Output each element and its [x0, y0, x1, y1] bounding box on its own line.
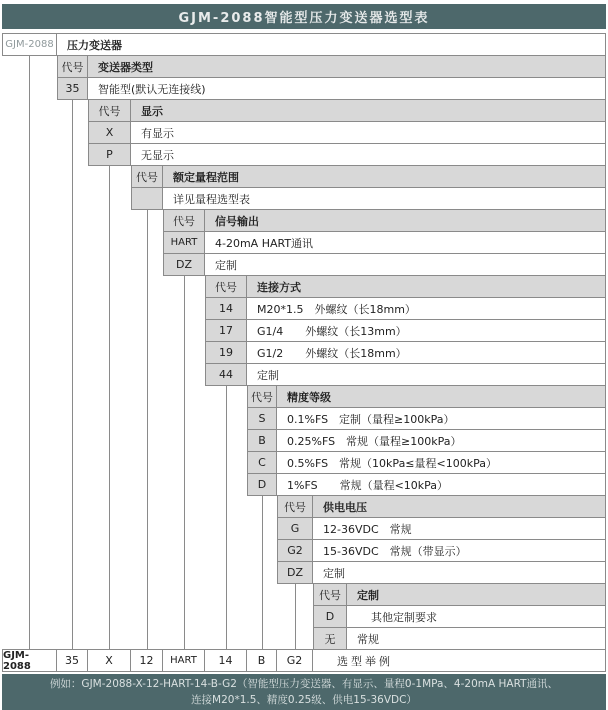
level2-header-row: [88, 99, 606, 122]
option-code-cell: X: [88, 121, 131, 144]
option-row: [313, 627, 606, 650]
option-row: [277, 517, 606, 540]
option-code-cell: DZ: [163, 253, 205, 276]
model-row: [2, 33, 606, 56]
header-desc-cell: 连接方式: [246, 275, 606, 298]
option-desc-cell: 15-36VDC 常规（带显示）: [312, 539, 606, 562]
option-row: [57, 77, 606, 100]
option-code-cell: 19: [205, 341, 247, 364]
option-code-cell: HART: [163, 231, 205, 254]
code-label-cell: 代号: [313, 583, 347, 606]
option-desc-cell: 0.5%FS 常规（10kPa≤量程<100kPa）: [276, 451, 606, 474]
option-desc-cell: 定制: [246, 363, 606, 386]
option-row: [247, 407, 606, 430]
footer-line-1: 例如：GJM-2088-X-12-HART-14-B-G2（智能型压力变送器、有显示、量程0-1MPa、4-20mA HART通讯、: [49, 678, 559, 690]
connector-line: [295, 583, 296, 650]
option-row: [88, 121, 606, 144]
option-row: [205, 363, 606, 386]
option-row: [247, 473, 606, 496]
option-code-cell: G2: [277, 539, 313, 562]
summary-code-cell: HART: [162, 649, 205, 672]
level5-header-row: [205, 275, 606, 298]
model-code-cell: GJM-2088: [2, 33, 57, 56]
option-desc-cell: 12-36VDC 常规: [312, 517, 606, 540]
option-code-cell: [131, 187, 163, 210]
footer-note: [2, 674, 606, 710]
header-desc-cell: 精度等级: [276, 385, 606, 408]
option-desc-cell: G1/4 外螺纹（长13mm）: [246, 319, 606, 342]
option-desc-cell: M20*1.5 外螺纹（长18mm）: [246, 297, 606, 320]
level4-header-row: [163, 209, 606, 232]
code-label-cell: 代号: [88, 99, 131, 122]
level1-header-row: [57, 55, 606, 78]
option-row: [163, 231, 606, 254]
summary-code-cell: G2: [276, 649, 313, 672]
option-row: [205, 297, 606, 320]
summary-label-cell: 选型举例: [312, 649, 606, 672]
level8-header-row: [313, 583, 606, 606]
option-row: [247, 451, 606, 474]
option-code-cell: S: [247, 407, 277, 430]
option-code-cell: 17: [205, 319, 247, 342]
option-code-cell: B: [247, 429, 277, 452]
connector-line: [109, 165, 110, 650]
option-row: [131, 187, 606, 210]
connector-line: [147, 209, 148, 650]
option-row: [205, 319, 606, 342]
summary-model-cell: GJM-2088: [2, 649, 57, 672]
option-desc-cell: 有显示: [130, 121, 606, 144]
option-code-cell: D: [247, 473, 277, 496]
option-code-cell: 14: [205, 297, 247, 320]
option-code-cell: 35: [57, 77, 88, 100]
page-title: GJM-2088智能型压力变送器选型表: [2, 4, 606, 29]
header-desc-cell: 定制: [346, 583, 606, 606]
option-row: [277, 561, 606, 584]
option-desc-cell: G1/2 外螺纹（长18mm）: [246, 341, 606, 364]
option-row: [163, 253, 606, 276]
option-code-cell: 44: [205, 363, 247, 386]
connector-line: [29, 55, 30, 650]
footer-line-2: 连接M20*1.5、精度0.25级、供电15-36VDC）: [191, 694, 417, 706]
option-desc-cell: 定制: [204, 253, 606, 276]
header-desc-cell: 额定量程范围: [162, 165, 606, 188]
option-code-cell: 无: [313, 627, 347, 650]
option-code-cell: DZ: [277, 561, 313, 584]
option-desc-cell: 1%FS 常规（量程<10kPa）: [276, 473, 606, 496]
option-code-cell: C: [247, 451, 277, 474]
code-label-cell: 代号: [247, 385, 277, 408]
option-code-cell: G: [277, 517, 313, 540]
code-label-cell: 代号: [131, 165, 163, 188]
option-desc-cell: 定制: [312, 561, 606, 584]
code-label-cell: 代号: [277, 495, 313, 518]
level7-header-row: [277, 495, 606, 518]
option-desc-cell: 0.25%FS 常规（量程≥100kPa）: [276, 429, 606, 452]
option-code-cell: P: [88, 143, 131, 166]
connector-line: [72, 99, 73, 650]
option-desc-cell: 0.1%FS 定制（量程≥100kPa）: [276, 407, 606, 430]
summary-code-cell: X: [87, 649, 131, 672]
model-desc-cell: 压力变送器: [56, 33, 606, 56]
header-desc-cell: 信号输出: [204, 209, 606, 232]
code-label-cell: 代号: [57, 55, 88, 78]
option-desc-cell: 4-20mA HART通讯: [204, 231, 606, 254]
code-label-cell: 代号: [205, 275, 247, 298]
option-code-cell: D: [313, 605, 347, 628]
summary-code-cell: 12: [130, 649, 163, 672]
connector-line: [184, 275, 185, 650]
level3-header-row: [131, 165, 606, 188]
header-desc-cell: 变送器类型: [87, 55, 606, 78]
header-desc-cell: 供电电压: [312, 495, 606, 518]
option-desc-cell: 智能型(默认无连接线): [87, 77, 606, 100]
summary-code-cell: 35: [56, 649, 88, 672]
level6-header-row: [247, 385, 606, 408]
connector-line: [226, 385, 227, 650]
code-label-cell: 代号: [163, 209, 205, 232]
option-row: [313, 605, 606, 628]
summary-code-cell: 14: [204, 649, 247, 672]
header-desc-cell: 显示: [130, 99, 606, 122]
option-desc-cell: 详见量程选型表: [162, 187, 606, 210]
option-desc-cell: 其他定制要求: [346, 605, 606, 628]
option-row: [88, 143, 606, 166]
connector-line: [262, 495, 263, 650]
option-row: [247, 429, 606, 452]
summary-code-cell: B: [246, 649, 277, 672]
option-desc-cell: 无显示: [130, 143, 606, 166]
option-row: [205, 341, 606, 364]
option-desc-cell: 常规: [346, 627, 606, 650]
option-row: [277, 539, 606, 562]
